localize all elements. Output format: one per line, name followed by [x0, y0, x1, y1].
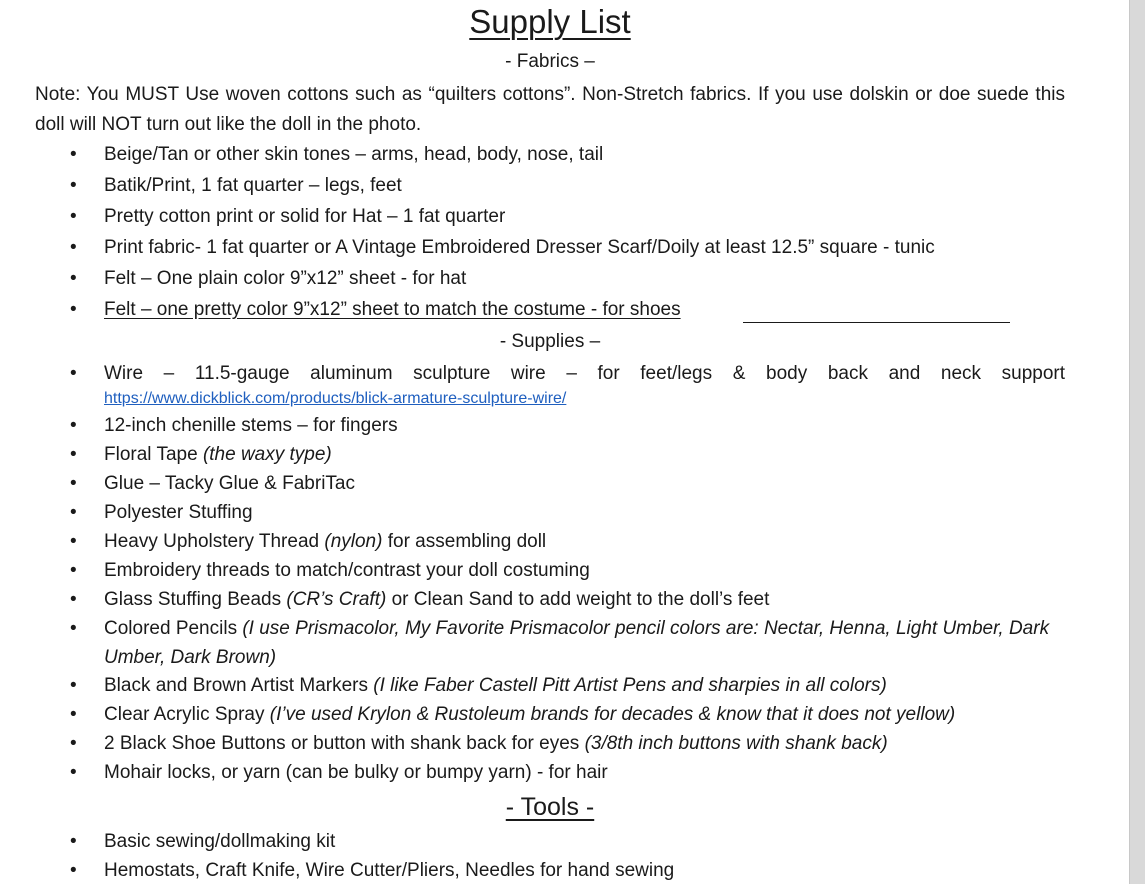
bullet-icon: • [70, 589, 77, 610]
list-item: • Wire – 11.5-gauge aluminum sculpture wire – for feet/legs & body back and neck support https://www.dickblick.com/products/blick-armature-sculpture-wire/ [0, 359, 1065, 411]
list-item: • Heavy Upholstery Thread (nylon) for assembling doll [0, 527, 1065, 556]
list-item: • Colored Pencils (I use Prismacolor, My Favorite Prismacolor pencil colors are: Nectar, Henna, Light Umber, Dark Umber, Dark Brown) [0, 614, 1065, 671]
list-item: • Mohair locks, or yarn (can be bulky or bumpy yarn) - for hair [0, 758, 1065, 787]
fabrics-note: Note: You MUST Use woven cottons such as “quilters cottons”. Non-Stretch fabrics. If you use dolskin or doe suede this doll will NOT turn out like the doll in the photo. [35, 84, 1065, 135]
bullet-icon: • [70, 560, 77, 581]
bullet-icon: • [70, 206, 77, 227]
bullet-icon: • [70, 531, 77, 552]
tools-list [0, 827, 1100, 885]
bullet-icon: • [70, 363, 77, 384]
bullet-icon: • [70, 502, 77, 523]
list-item: • Embroidery threads to match/contrast your doll costuming [0, 556, 1065, 585]
bullet-icon: • [70, 415, 77, 436]
supplies-heading: - Supplies – [499, 331, 601, 352]
bullet-icon: • [70, 237, 77, 258]
fabrics-list [0, 140, 1100, 326]
list-item: • Black and Brown Artist Markers (I like Faber Castell Pitt Artist Pens and sharpies in all colors) [0, 671, 1065, 700]
tools-heading: - Tools - [505, 793, 595, 821]
bullet-icon: • [70, 762, 77, 783]
list-item: • Glass Stuffing Beads (CR’s Craft) or Clean Sand to add weight to the doll’s feet [0, 585, 1065, 614]
list-item: • 12-inch chenille stems – for fingers [0, 411, 1065, 440]
list-item: • Print fabric- 1 fat quarter or A Vintage Embroidered Dresser Scarf/Doily at least 12.5” square - tunic [0, 233, 1065, 264]
wire-product-link[interactable]: https://www.dickblick.com/products/blick-armature-sculpture-wire/ [104, 390, 567, 407]
bullet-icon: • [70, 299, 77, 320]
list-item: • Felt – One plain color 9”x12” sheet - for hat [0, 264, 1065, 295]
list-item: • Polyester Stuffing [0, 498, 1065, 527]
list-item: • Beige/Tan or other skin tones – arms, head, body, nose, tail [0, 140, 1065, 171]
bullet-icon: • [70, 473, 77, 494]
bullet-icon: • [70, 704, 77, 725]
list-item: • Hemostats, Craft Knife, Wire Cutter/Pliers, Needles for hand sewing [0, 856, 1065, 885]
page-title: Supply List [469, 3, 631, 40]
bullet-icon: • [70, 675, 77, 696]
bullet-icon: • [70, 618, 77, 639]
bullet-icon: • [70, 831, 77, 852]
bullet-icon: • [70, 733, 77, 754]
list-item: • Basic sewing/dollmaking kit [0, 827, 1065, 856]
list-item: • Floral Tape (the waxy type) [0, 440, 1065, 469]
supplies-list [0, 359, 1100, 787]
bullet-icon: • [70, 144, 77, 165]
list-item: • Batik/Print, 1 fat quarter – legs, feet [0, 171, 1065, 202]
list-item: • Felt – one pretty color 9”x12” sheet to match the costume - for shoes [0, 295, 1065, 326]
list-item: • 2 Black Shoe Buttons or button with shank back for eyes (3/8th inch buttons with shank back) [0, 729, 1065, 758]
fabrics-heading: - Fabrics – [505, 51, 595, 72]
bullet-icon: • [70, 860, 77, 881]
bullet-icon: • [70, 444, 77, 465]
list-item: • Clear Acrylic Spray (I’ve used Krylon & Rustoleum brands for decades & know that it does not yellow) [0, 700, 1065, 729]
window-scroll-gutter[interactable] [1129, 0, 1145, 884]
list-item: • Glue – Tacky Glue & FabriTac [0, 469, 1065, 498]
bullet-icon: • [70, 268, 77, 289]
bullet-icon: • [70, 175, 77, 196]
section-divider [743, 322, 1010, 323]
list-item: • Pretty cotton print or solid for Hat – 1 fat quarter [0, 202, 1065, 233]
